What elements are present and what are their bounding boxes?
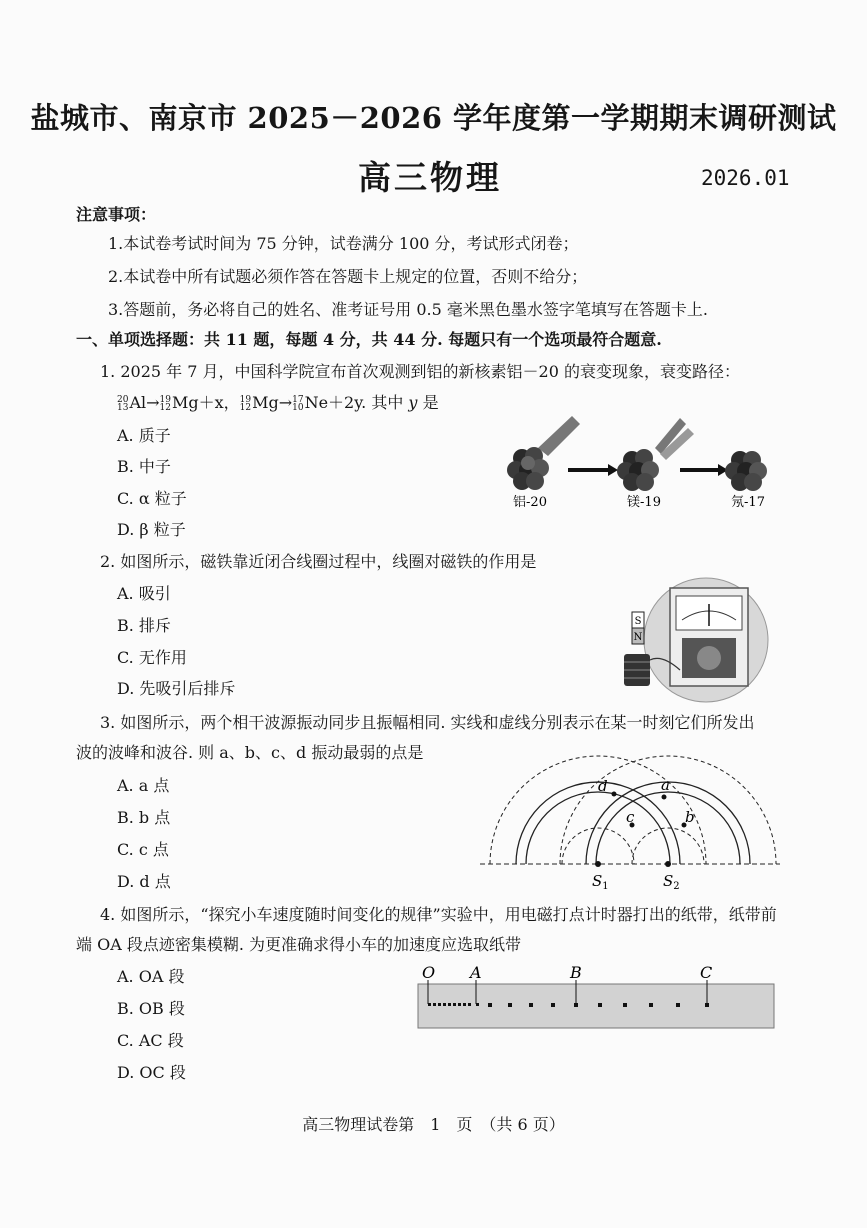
q3-option-a: A. a 点 — [117, 776, 170, 795]
ticker-tape-figure — [416, 962, 776, 1032]
q2-option-a: A. 吸引 — [117, 584, 171, 603]
notice-item: 2.本试卷中所有试题必须作答在答题卡上规定的位置，否则不给分； — [108, 267, 588, 286]
wave-interference-figure — [480, 770, 780, 892]
galvanometer-figure — [618, 580, 768, 698]
q2-option-c: C. 无作用 — [117, 648, 187, 667]
label-s1: $S_1$ — [592, 872, 609, 892]
nucleus-al20 — [507, 416, 580, 490]
notice-item: 1.本试卷考试时间为 75 分钟，试卷满分 100 分，考试形式闭卷； — [108, 234, 579, 253]
label-ne17: 氖-17 — [731, 495, 765, 510]
q3-option-b: B. b 点 — [117, 808, 171, 827]
tape-label-o: O — [422, 963, 436, 982]
question-3-stem-line1: 3. 如图所示，两个相干波源振动同步且振幅相同. 实线和虚线分别表示在某一时刻它们所发出 — [100, 713, 755, 732]
section-heading: 一、单项选择题：共 11 题，每题 4 分，共 44 分. 每题只有一个选项最符合题意. — [76, 330, 662, 349]
svg-text:N: N — [633, 632, 643, 643]
q4-option-d: D. OC 段 — [117, 1063, 186, 1082]
question-4-stem-line2: 端 OA 段点迹密集模糊. 为更准确求得小车的加速度应选取纸带 — [76, 935, 522, 954]
tape-label-b: B — [570, 963, 582, 982]
source-s1 — [595, 861, 601, 867]
question-1-stem: 1. 2025 年 7 月，中国科学院宣布首次观测到铝的新核素铝－20 的衰变现象，衰变路径： — [100, 362, 740, 381]
notice-item: 3.答题前，务必将自己的姓名、准考证号用 0.5 毫米黑色墨水签字笔填写在答题卡上. — [108, 300, 708, 319]
svg-text:S: S — [634, 616, 642, 627]
arrow-1 — [568, 464, 618, 476]
question-2-stem: 2. 如图所示，磁铁靠近闭合线圈过程中，线圈对磁铁的作用是 — [100, 552, 537, 571]
tape-label-c: C — [700, 963, 713, 982]
point-a: a — [661, 776, 670, 794]
q2-option-d: D. 先吸引后排斥 — [117, 679, 236, 698]
label-s2: $S_2$ — [663, 872, 680, 892]
q3-option-d: D. d 点 — [117, 872, 171, 891]
label-al20: 铝-20 — [513, 495, 547, 510]
q1-option-c: C. α 粒子 — [117, 489, 187, 508]
q1-option-b: B. 中子 — [117, 457, 171, 476]
question-3-stem-line2: 波的波峰和波谷. 则 a、b、c、d 振动最弱的点是 — [76, 743, 424, 762]
exam-date: 2026.01 — [701, 166, 790, 190]
q4-option-c: C. AC 段 — [117, 1031, 184, 1050]
page-footer: 高三物理试卷第 1 页 （共 6 页） — [302, 1115, 565, 1134]
q1-option-d: D. β 粒子 — [117, 520, 186, 539]
q3-option-c: C. c 点 — [117, 840, 169, 859]
source-s2 — [665, 861, 671, 867]
q4-option-b: B. OB 段 — [117, 999, 185, 1018]
point-d: d — [598, 777, 608, 795]
q1-option-a: A. 质子 — [117, 426, 171, 445]
exam-title: 盐城市、南京市 2025－2026 学年度第一学期期末调研测试 — [30, 101, 837, 135]
q4-option-a: A. OA 段 — [117, 967, 185, 986]
nucleus-ne17 — [725, 451, 767, 491]
decay-chain-figure — [500, 418, 790, 518]
arrow-2 — [680, 464, 728, 476]
question-4-stem-line1: 4. 如图所示，“探究小车速度随时间变化的规律”实验中，用电磁打点计时器打出的纸带，纸带前 — [100, 905, 777, 924]
nucleus-mg19 — [617, 418, 694, 491]
point-b: b — [685, 808, 695, 826]
q2-option-b: B. 排斥 — [117, 616, 171, 635]
decay-formula: 20 13 Al→ 19 12 Mg＋x， 19 12 Mg→ 17 10 Ne＋2y. 其中 y 是 — [117, 393, 439, 413]
subject-title: 高三物理 — [358, 158, 502, 197]
notice-heading: 注意事项： — [76, 205, 157, 224]
point-c: c — [626, 808, 635, 826]
label-mg19: 镁-19 — [627, 495, 661, 510]
tape-label-a: A — [470, 963, 482, 982]
